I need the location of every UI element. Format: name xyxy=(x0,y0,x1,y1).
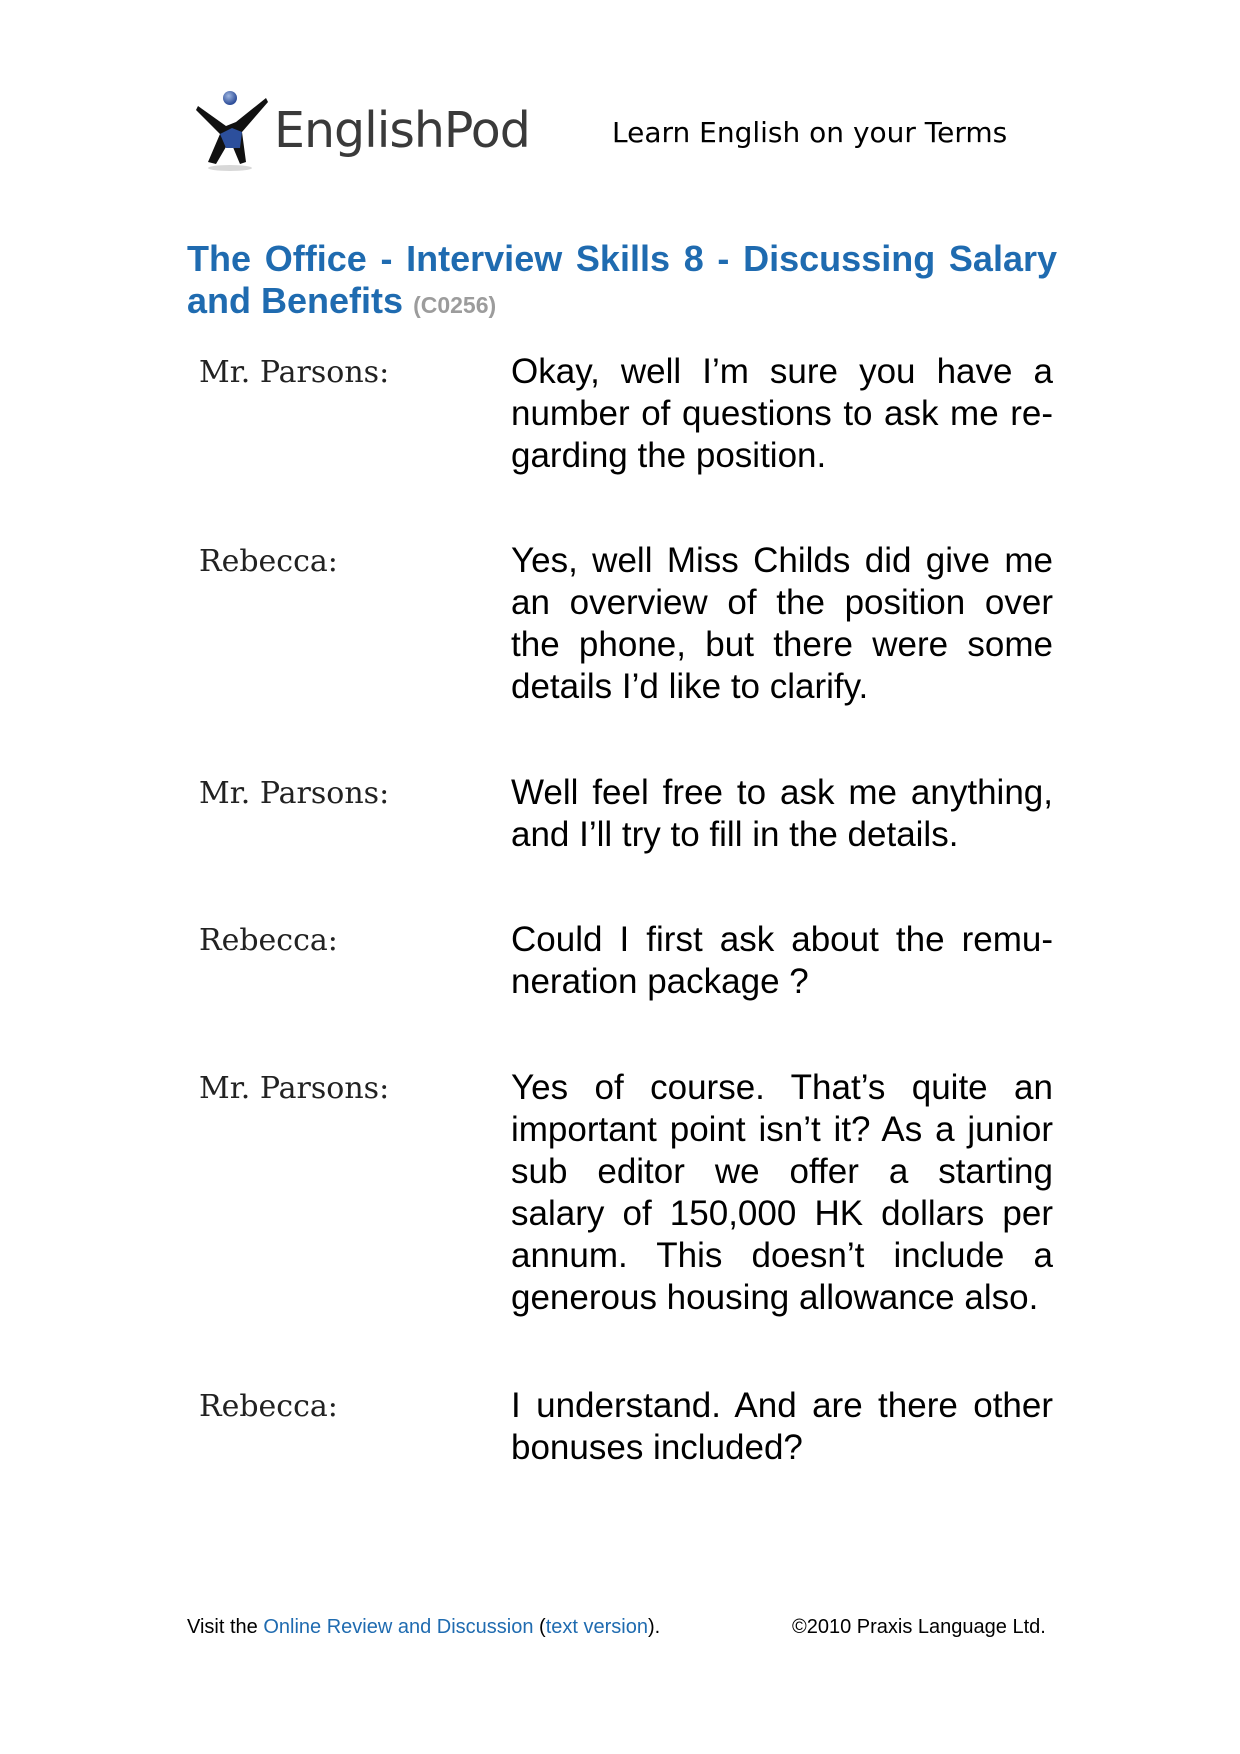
englishpod-logo xyxy=(196,88,536,174)
lesson-code: (C0256) xyxy=(413,292,497,318)
dialogue-line: Yes, well Miss Childs did give me an overview of the position over the phone, but there were some details I’d like to clarify. xyxy=(511,541,1053,706)
speaker-name: Rebecca: xyxy=(199,923,338,958)
footer xyxy=(187,1616,660,1639)
dialogue-line: Okay, well I’m sure you have a number of questions to ask me regarding the position. xyxy=(511,352,1053,475)
dialogue-line: Yes of course. That’s quite an important point isn’t it? As a junior sub editor we offer a starting salary of 150,000 HK dollars per annum. This doesn’t include a generous housing allowance also. xyxy=(511,1068,1053,1317)
speaker-name: Rebecca: xyxy=(199,1389,338,1424)
footer-prefix: Visit the xyxy=(187,1616,264,1638)
logo-figure-icon xyxy=(196,88,272,174)
dialogue-line: I understand. And are there other bonuses included? xyxy=(511,1386,1053,1467)
speaker-name: Mr. Parsons: xyxy=(199,355,390,390)
speaker-name: Rebecca: xyxy=(199,544,338,579)
dialogue-line: Well feel free to ask me anything, and I’ll try to fill in the details. xyxy=(511,773,1053,854)
text-version-link[interactable]: text version xyxy=(545,1616,648,1638)
footer-open-paren: ( xyxy=(533,1616,546,1638)
footer-suffix: ). xyxy=(647,1616,661,1638)
tagline: Learn English on your Terms xyxy=(612,116,1008,149)
speaker-name: Mr. Parsons: xyxy=(199,1071,390,1106)
logo-text: EnglishPod xyxy=(274,102,530,159)
page-title xyxy=(187,238,1057,326)
copyright: ©2010 Praxis Language Ltd. xyxy=(792,1616,1046,1638)
online-review-link[interactable]: Online Review and Discussion xyxy=(263,1616,534,1638)
speaker-name: Mr. Parsons: xyxy=(199,776,390,811)
dialogue-line: Could I first ask about the remuneration package ? xyxy=(511,920,1053,1001)
title-text: The Office - Interview Skills 8 - Discussing Salary and Benefits xyxy=(187,238,1057,321)
